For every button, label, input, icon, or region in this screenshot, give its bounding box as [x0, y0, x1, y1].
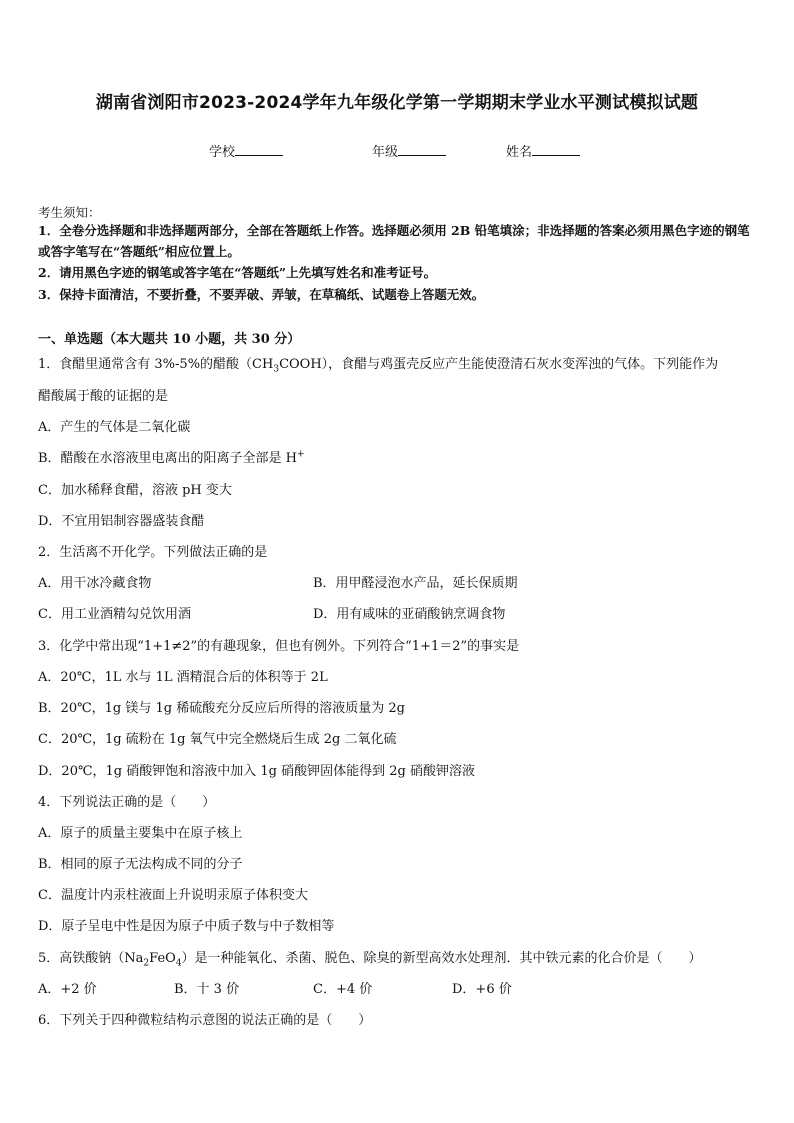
- q3-stem: 3．化学中常出现“1+1≠2”的有趣现象，但也有例外。下列符合“1+1＝2”的事实是: [38, 639, 520, 654]
- grade-field[interactable]: [372, 141, 446, 160]
- name-label: 姓名: [506, 145, 533, 160]
- section-heading-single-choice: 一、单选题（本大题共 10 小题，共 30 分）: [38, 332, 301, 347]
- q3-option-b[interactable]: B．20℃，1g 镁与 1g 稀硫酸充分反应后所得的溶液质量为 2g: [38, 701, 405, 716]
- page-title: 湖南省浏阳市2023-2024学年九年级化学第一学期期末学业水平测试模拟试题: [95, 93, 699, 113]
- q1-option-c[interactable]: C．加水稀释食醋，溶液 pH 变大: [38, 483, 232, 498]
- q3-option-d[interactable]: D．20℃，1g 硝酸钾饱和溶液中加入 1g 硝酸钾固体能得到 2g 硝酸钾溶液: [38, 764, 475, 779]
- notice-item-1: 1．全卷分选择题和非选择题两部分，全部在答题纸上作答。选择题必须用 2B 铅笔填涂；非选择题的答案必须用黑色字迹的钢笔或答字笔写在“答题纸”相应位置上。: [38, 223, 750, 259]
- grade-blank[interactable]: [398, 143, 446, 156]
- school-label: 学校: [209, 145, 236, 160]
- q4-option-a[interactable]: A．原子的质量主要集中在原子核上: [38, 826, 243, 841]
- school-blank[interactable]: [235, 143, 283, 156]
- q2-option-d[interactable]: D．用有咸味的亚硝酸钠烹调食物: [313, 607, 506, 622]
- notice-item-2: 2．请用黑色字迹的钢笔或答字笔在“答题纸”上先填写姓名和准考证号。: [38, 265, 437, 280]
- school-field[interactable]: [209, 141, 283, 160]
- q4-option-c[interactable]: C．温度计内汞柱液面上升说明汞原子体积变大: [38, 888, 308, 903]
- q6-stem: 6．下列关于四种微粒结构示意图的说法正确的是（ ）: [38, 1013, 372, 1028]
- grade-label: 年级: [372, 145, 399, 160]
- q1-option-b[interactable]: B．醋酸在水溶液里电离出的阳离子全部是 H+: [38, 449, 305, 466]
- q3-option-a[interactable]: A．20℃，1L 水与 1L 酒精混合后的体积等于 2L: [38, 670, 328, 685]
- name-blank[interactable]: [532, 143, 580, 156]
- notice-item-3: 3．保持卡面清洁，不要折叠，不要弄破、弄皱，在草稿纸、试题卷上答题无效。: [38, 287, 485, 302]
- q2-option-a[interactable]: A．用干冰冷藏食物: [38, 576, 152, 591]
- q2-option-b[interactable]: B．用甲醛浸泡水产品，延长保质期: [313, 576, 518, 591]
- q2-option-c[interactable]: C．用工业酒精勾兑饮用酒: [38, 607, 191, 622]
- q1-option-d[interactable]: D．不宜用铝制容器盛装食醋: [38, 514, 205, 529]
- q5-option-b[interactable]: B．十 3 价: [174, 982, 240, 997]
- q5-stem: 5．高铁酸钠$(Na_2FeO_4)$是一种能氧化、杀菌、脱色、除臭的新型高效水处理剂．其中铁元素的化合价是（ ）: [38, 951, 702, 969]
- q5-option-d[interactable]: D．+6 价: [452, 982, 512, 997]
- q4-stem: 4．下列说法正确的是（ ）: [38, 795, 216, 810]
- q3-option-c[interactable]: C．20℃，1g 硫粉在 1g 氧气中完全燃烧后生成 2g 二氧化硫: [38, 732, 397, 747]
- q2-stem: 2．生活离不开化学。下列做法正确的是: [38, 545, 268, 560]
- q4-option-d[interactable]: D．原子呈电中性是因为原子中质子数与中子数相等: [38, 919, 335, 934]
- q5-option-a[interactable]: A．+2 价: [38, 982, 97, 997]
- q1-option-a[interactable]: A．产生的气体是二氧化碳: [38, 420, 191, 435]
- notice-heading: 考生须知：: [38, 205, 101, 220]
- q1-stem: 1．食醋里通常含有 3%-5%的醋酸$(CH_3COOH)$，食醋与鸡蛋壳反应产生能使澄清石灰水变浑浊的气体。下列能作为: [38, 357, 719, 375]
- q5-option-c[interactable]: C．+4 价: [313, 982, 373, 997]
- name-field[interactable]: [506, 141, 580, 160]
- q1-stem-line2: 醋酸属于酸的证据的是: [38, 389, 169, 404]
- q4-option-b[interactable]: B．相同的原子无法构成不同的分子: [38, 857, 243, 872]
